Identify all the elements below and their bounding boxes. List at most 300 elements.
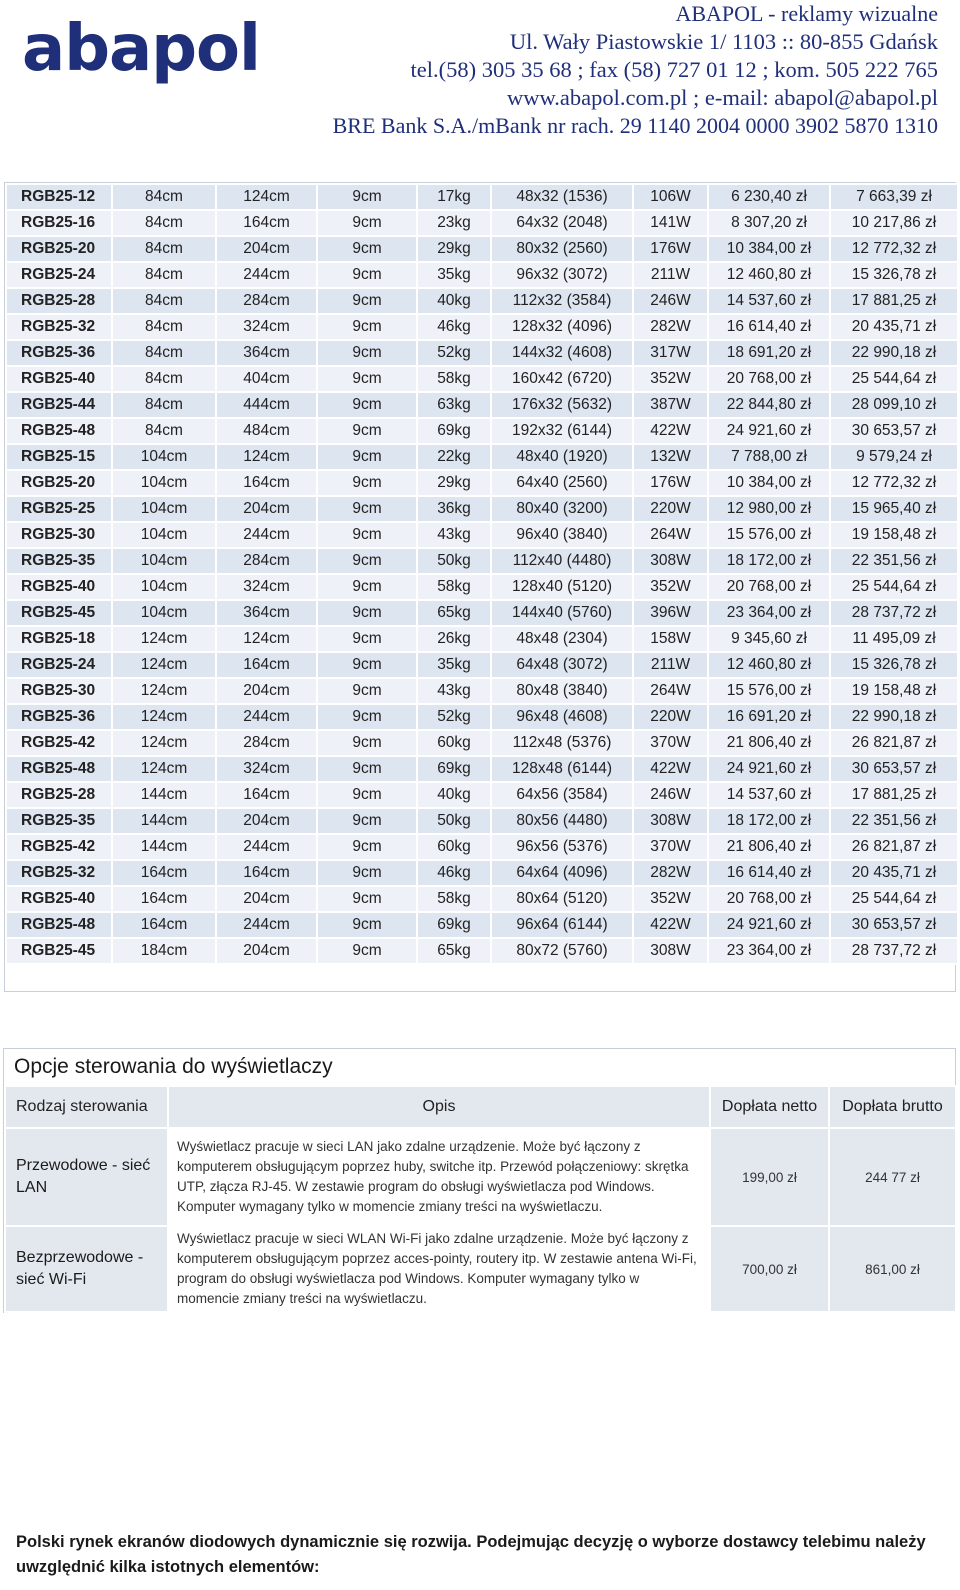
cell-price-gross: 19 158,48 zł bbox=[830, 678, 958, 704]
cell-width: 324cm bbox=[216, 756, 317, 782]
cell-price-gross: 28 099,10 zł bbox=[830, 392, 958, 418]
option-net-lan: 199,00 zł bbox=[710, 1128, 829, 1226]
cell-price-net: 18 691,20 zł bbox=[708, 340, 830, 366]
cell-model: RGB25-45 bbox=[6, 938, 112, 964]
cell-power: 308W bbox=[633, 808, 708, 834]
cell-weight: 46kg bbox=[417, 860, 491, 886]
cell-weight: 35kg bbox=[417, 262, 491, 288]
cell-price-gross: 30 653,57 zł bbox=[830, 912, 958, 938]
cell-model: RGB25-35 bbox=[6, 808, 112, 834]
table-row bbox=[6, 652, 958, 678]
table-row bbox=[6, 522, 958, 548]
cell-width: 204cm bbox=[216, 808, 317, 834]
cell-resolution: 112x40 (4480) bbox=[491, 548, 633, 574]
cell-depth: 9cm bbox=[317, 600, 417, 626]
cell-height: 144cm bbox=[112, 782, 216, 808]
cell-height: 124cm bbox=[112, 704, 216, 730]
cell-price-net: 20 768,00 zł bbox=[708, 574, 830, 600]
table-row bbox=[6, 314, 958, 340]
cell-width: 204cm bbox=[216, 236, 317, 262]
cell-power: 132W bbox=[633, 444, 708, 470]
cell-width: 284cm bbox=[216, 730, 317, 756]
cell-height: 84cm bbox=[112, 340, 216, 366]
logo-wordmark: abapol bbox=[22, 18, 260, 86]
cell-height: 104cm bbox=[112, 574, 216, 600]
cell-price-gross: 26 821,87 zł bbox=[830, 730, 958, 756]
option-gross-lan: 244 77 zł bbox=[829, 1128, 956, 1226]
cell-power: 308W bbox=[633, 938, 708, 964]
cell-price-gross: 15 326,78 zł bbox=[830, 652, 958, 678]
cell-price-net: 24 921,60 zł bbox=[708, 418, 830, 444]
cell-model: RGB25-40 bbox=[6, 366, 112, 392]
cell-model: RGB25-24 bbox=[6, 652, 112, 678]
cell-resolution: 64x32 (2048) bbox=[491, 210, 633, 236]
table-row bbox=[6, 366, 958, 392]
products-table-body bbox=[6, 184, 958, 964]
cell-resolution: 64x40 (2560) bbox=[491, 470, 633, 496]
cell-height: 84cm bbox=[112, 392, 216, 418]
cell-price-net: 23 364,00 zł bbox=[708, 938, 830, 964]
cell-width: 484cm bbox=[216, 418, 317, 444]
cell-weight: 40kg bbox=[417, 288, 491, 314]
cell-depth: 9cm bbox=[317, 366, 417, 392]
page-header bbox=[0, 0, 960, 150]
cell-power: 141W bbox=[633, 210, 708, 236]
cell-height: 164cm bbox=[112, 886, 216, 912]
cell-price-gross: 20 435,71 zł bbox=[830, 314, 958, 340]
cell-height: 104cm bbox=[112, 470, 216, 496]
cell-width: 204cm bbox=[216, 678, 317, 704]
table-row bbox=[6, 860, 958, 886]
cell-weight: 46kg bbox=[417, 314, 491, 340]
cell-width: 244cm bbox=[216, 262, 317, 288]
cell-model: RGB25-12 bbox=[6, 184, 112, 210]
cell-width: 324cm bbox=[216, 574, 317, 600]
cell-power: 352W bbox=[633, 886, 708, 912]
cell-depth: 9cm bbox=[317, 444, 417, 470]
cell-width: 244cm bbox=[216, 522, 317, 548]
cell-model: RGB25-48 bbox=[6, 418, 112, 444]
cell-price-net: 15 576,00 zł bbox=[708, 678, 830, 704]
cell-depth: 9cm bbox=[317, 496, 417, 522]
products-table bbox=[5, 183, 959, 965]
cell-price-gross: 17 881,25 zł bbox=[830, 782, 958, 808]
cell-model: RGB25-20 bbox=[6, 470, 112, 496]
cell-price-gross: 9 579,24 zł bbox=[830, 444, 958, 470]
cell-depth: 9cm bbox=[317, 184, 417, 210]
table-row bbox=[6, 938, 958, 964]
cell-weight: 60kg bbox=[417, 834, 491, 860]
table-row bbox=[6, 210, 958, 236]
company-phones: tel.(58) 305 35 68 ; fax (58) 727 01 12 ; kom. 505 222 765 bbox=[410, 57, 938, 82]
cell-weight: 22kg bbox=[417, 444, 491, 470]
cell-width: 444cm bbox=[216, 392, 317, 418]
table-row bbox=[6, 392, 958, 418]
cell-height: 104cm bbox=[112, 496, 216, 522]
cell-depth: 9cm bbox=[317, 470, 417, 496]
cell-price-net: 12 460,80 zł bbox=[708, 652, 830, 678]
cell-width: 244cm bbox=[216, 912, 317, 938]
cell-price-net: 16 614,40 zł bbox=[708, 860, 830, 886]
cell-resolution: 176x32 (5632) bbox=[491, 392, 633, 418]
cell-weight: 23kg bbox=[417, 210, 491, 236]
cell-power: 317W bbox=[633, 340, 708, 366]
cell-weight: 40kg bbox=[417, 782, 491, 808]
cell-depth: 9cm bbox=[317, 704, 417, 730]
cell-depth: 9cm bbox=[317, 730, 417, 756]
table-row bbox=[6, 340, 958, 366]
cell-price-net: 7 788,00 zł bbox=[708, 444, 830, 470]
cell-price-gross: 22 990,18 zł bbox=[830, 340, 958, 366]
table-row bbox=[6, 808, 958, 834]
option-desc-lan: Wyświetlacz pracuje w sieci LAN jako zdalne urządzenie. Może być łączony z komputerem obsługującym poprzez huby, switche itp. Przewód połączeniowy: skrętka UTP, złącza RJ-45. W zestawie program do obsługi wyświetlacza pod Windows. Komputer wymagany tylko w momencie zmiany treści na wyświetlaczu. bbox=[168, 1128, 710, 1226]
option-net-wifi: 700,00 zł bbox=[710, 1226, 829, 1312]
table-row bbox=[6, 600, 958, 626]
cell-model: RGB25-40 bbox=[6, 886, 112, 912]
header-description: Opis bbox=[168, 1086, 710, 1128]
option-gross-wifi: 861,00 zł bbox=[829, 1226, 956, 1312]
option-row-wifi bbox=[5, 1226, 956, 1312]
cell-weight: 52kg bbox=[417, 704, 491, 730]
cell-weight: 35kg bbox=[417, 652, 491, 678]
cell-resolution: 48x32 (1536) bbox=[491, 184, 633, 210]
cell-height: 184cm bbox=[112, 938, 216, 964]
table-row bbox=[6, 496, 958, 522]
cell-depth: 9cm bbox=[317, 756, 417, 782]
cell-price-net: 18 172,00 zł bbox=[708, 808, 830, 834]
cell-depth: 9cm bbox=[317, 340, 417, 366]
cell-model: RGB25-20 bbox=[6, 236, 112, 262]
cell-width: 284cm bbox=[216, 288, 317, 314]
cell-height: 84cm bbox=[112, 210, 216, 236]
cell-width: 124cm bbox=[216, 444, 317, 470]
table-row bbox=[6, 704, 958, 730]
cell-model: RGB25-16 bbox=[6, 210, 112, 236]
control-options-section bbox=[3, 1048, 956, 1313]
cell-resolution: 80x48 (3840) bbox=[491, 678, 633, 704]
cell-price-net: 14 537,60 zł bbox=[708, 782, 830, 808]
cell-price-gross: 7 663,39 zł bbox=[830, 184, 958, 210]
cell-model: RGB25-28 bbox=[6, 288, 112, 314]
cell-price-net: 21 806,40 zł bbox=[708, 834, 830, 860]
cell-power: 370W bbox=[633, 834, 708, 860]
cell-weight: 26kg bbox=[417, 626, 491, 652]
cell-resolution: 80x40 (3200) bbox=[491, 496, 633, 522]
table-row bbox=[6, 236, 958, 262]
cell-height: 84cm bbox=[112, 288, 216, 314]
cell-price-gross: 10 217,86 zł bbox=[830, 210, 958, 236]
cell-power: 422W bbox=[633, 418, 708, 444]
cell-price-net: 24 921,60 zł bbox=[708, 756, 830, 782]
table-row bbox=[6, 678, 958, 704]
cell-price-gross: 12 772,32 zł bbox=[830, 236, 958, 262]
option-row-lan bbox=[5, 1128, 956, 1226]
cell-weight: 29kg bbox=[417, 470, 491, 496]
cell-depth: 9cm bbox=[317, 938, 417, 964]
cell-height: 124cm bbox=[112, 626, 216, 652]
cell-resolution: 80x64 (5120) bbox=[491, 886, 633, 912]
cell-weight: 58kg bbox=[417, 366, 491, 392]
cell-model: RGB25-28 bbox=[6, 782, 112, 808]
cell-power: 352W bbox=[633, 366, 708, 392]
cell-resolution: 96x56 (5376) bbox=[491, 834, 633, 860]
cell-resolution: 80x72 (5760) bbox=[491, 938, 633, 964]
table-row bbox=[6, 418, 958, 444]
cell-model: RGB25-30 bbox=[6, 678, 112, 704]
cell-price-gross: 28 737,72 zł bbox=[830, 938, 958, 964]
cell-height: 104cm bbox=[112, 548, 216, 574]
cell-model: RGB25-42 bbox=[6, 834, 112, 860]
cell-depth: 9cm bbox=[317, 782, 417, 808]
cell-power: 106W bbox=[633, 184, 708, 210]
table-row bbox=[6, 834, 958, 860]
cell-power: 246W bbox=[633, 288, 708, 314]
table-row bbox=[6, 730, 958, 756]
option-type-wifi: Bezprzewodowe - sieć Wi-Fi bbox=[5, 1226, 168, 1312]
cell-width: 324cm bbox=[216, 314, 317, 340]
cell-power: 158W bbox=[633, 626, 708, 652]
cell-model: RGB25-18 bbox=[6, 626, 112, 652]
cell-width: 364cm bbox=[216, 340, 317, 366]
cell-model: RGB25-48 bbox=[6, 912, 112, 938]
cell-model: RGB25-45 bbox=[6, 600, 112, 626]
cell-depth: 9cm bbox=[317, 652, 417, 678]
header-net-surcharge: Dopłata netto bbox=[710, 1086, 829, 1128]
cell-model: RGB25-25 bbox=[6, 496, 112, 522]
company-address: Ul. Wały Piastowskie 1/ 1103 :: 80-855 Gdańsk bbox=[509, 29, 938, 54]
cell-weight: 36kg bbox=[417, 496, 491, 522]
cell-depth: 9cm bbox=[317, 834, 417, 860]
cell-price-net: 24 921,60 zł bbox=[708, 912, 830, 938]
cell-resolution: 80x32 (2560) bbox=[491, 236, 633, 262]
cell-model: RGB25-30 bbox=[6, 522, 112, 548]
contact-block bbox=[238, 0, 938, 140]
cell-width: 164cm bbox=[216, 860, 317, 886]
cell-price-net: 14 537,60 zł bbox=[708, 288, 830, 314]
cell-price-net: 12 980,00 zł bbox=[708, 496, 830, 522]
cell-price-net: 12 460,80 zł bbox=[708, 262, 830, 288]
cell-depth: 9cm bbox=[317, 392, 417, 418]
cell-price-gross: 25 544,64 zł bbox=[830, 366, 958, 392]
cell-model: RGB25-44 bbox=[6, 392, 112, 418]
cell-depth: 9cm bbox=[317, 886, 417, 912]
products-table-container bbox=[4, 182, 956, 992]
cell-weight: 65kg bbox=[417, 600, 491, 626]
cell-weight: 52kg bbox=[417, 340, 491, 366]
cell-price-gross: 12 772,32 zł bbox=[830, 470, 958, 496]
cell-price-net: 20 768,00 zł bbox=[708, 366, 830, 392]
table-row bbox=[6, 444, 958, 470]
cell-width: 284cm bbox=[216, 548, 317, 574]
cell-power: 308W bbox=[633, 548, 708, 574]
cell-resolution: 64x64 (4096) bbox=[491, 860, 633, 886]
cell-depth: 9cm bbox=[317, 262, 417, 288]
cell-height: 84cm bbox=[112, 262, 216, 288]
cell-width: 124cm bbox=[216, 626, 317, 652]
cell-weight: 69kg bbox=[417, 756, 491, 782]
table-row bbox=[6, 626, 958, 652]
cell-width: 204cm bbox=[216, 938, 317, 964]
option-type-lan: Przewodowe - sieć LAN bbox=[5, 1128, 168, 1226]
cell-price-net: 6 230,40 zł bbox=[708, 184, 830, 210]
cell-resolution: 128x48 (6144) bbox=[491, 756, 633, 782]
cell-weight: 69kg bbox=[417, 418, 491, 444]
cell-width: 204cm bbox=[216, 886, 317, 912]
cell-power: 211W bbox=[633, 652, 708, 678]
cell-price-gross: 15 326,78 zł bbox=[830, 262, 958, 288]
cell-price-gross: 25 544,64 zł bbox=[830, 886, 958, 912]
cell-price-net: 21 806,40 zł bbox=[708, 730, 830, 756]
cell-weight: 29kg bbox=[417, 236, 491, 262]
cell-weight: 63kg bbox=[417, 392, 491, 418]
cell-price-net: 10 384,00 zł bbox=[708, 470, 830, 496]
cell-price-net: 16 614,40 zł bbox=[708, 314, 830, 340]
cell-height: 84cm bbox=[112, 418, 216, 444]
table-row bbox=[6, 262, 958, 288]
cell-depth: 9cm bbox=[317, 808, 417, 834]
table-row bbox=[6, 288, 958, 314]
cell-model: RGB25-40 bbox=[6, 574, 112, 600]
cell-price-net: 15 576,00 zł bbox=[708, 522, 830, 548]
cell-depth: 9cm bbox=[317, 210, 417, 236]
cell-price-net: 10 384,00 zł bbox=[708, 236, 830, 262]
cell-price-gross: 28 737,72 zł bbox=[830, 600, 958, 626]
cell-price-net: 16 691,20 zł bbox=[708, 704, 830, 730]
cell-power: 370W bbox=[633, 730, 708, 756]
company-web-email: www.abapol.com.pl ; e-mail: abapol@abapol.pl bbox=[506, 85, 938, 110]
cell-weight: 43kg bbox=[417, 522, 491, 548]
cell-depth: 9cm bbox=[317, 574, 417, 600]
company-name: ABAPOL - reklamy wizualne bbox=[675, 1, 938, 26]
company-bank-account: BRE Bank S.A./mBank nr rach. 29 1140 2004 0000 3902 5870 1310 bbox=[332, 113, 938, 138]
cell-resolution: 96x32 (3072) bbox=[491, 262, 633, 288]
table-row bbox=[6, 912, 958, 938]
cell-price-net: 18 172,00 zł bbox=[708, 548, 830, 574]
cell-price-net: 20 768,00 zł bbox=[708, 886, 830, 912]
cell-height: 84cm bbox=[112, 366, 216, 392]
cell-depth: 9cm bbox=[317, 314, 417, 340]
cell-height: 84cm bbox=[112, 184, 216, 210]
cell-power: 352W bbox=[633, 574, 708, 600]
cell-price-gross: 22 990,18 zł bbox=[830, 704, 958, 730]
cell-model: RGB25-32 bbox=[6, 860, 112, 886]
cell-model: RGB25-35 bbox=[6, 548, 112, 574]
table-row bbox=[6, 886, 958, 912]
table-row bbox=[6, 548, 958, 574]
table-row bbox=[6, 184, 958, 210]
header-gross-surcharge: Dopłata brutto bbox=[829, 1086, 956, 1128]
cell-weight: 69kg bbox=[417, 912, 491, 938]
cell-resolution: 96x40 (3840) bbox=[491, 522, 633, 548]
options-header-row bbox=[5, 1086, 956, 1128]
cell-resolution: 128x32 (4096) bbox=[491, 314, 633, 340]
cell-depth: 9cm bbox=[317, 418, 417, 444]
cell-resolution: 144x40 (5760) bbox=[491, 600, 633, 626]
cell-height: 164cm bbox=[112, 860, 216, 886]
cell-height: 124cm bbox=[112, 678, 216, 704]
cell-depth: 9cm bbox=[317, 522, 417, 548]
control-options-table bbox=[4, 1085, 957, 1313]
cell-resolution: 192x32 (6144) bbox=[491, 418, 633, 444]
cell-resolution: 80x56 (4480) bbox=[491, 808, 633, 834]
cell-width: 164cm bbox=[216, 652, 317, 678]
cell-price-gross: 25 544,64 zł bbox=[830, 574, 958, 600]
cell-depth: 9cm bbox=[317, 548, 417, 574]
cell-height: 104cm bbox=[112, 600, 216, 626]
cell-power: 422W bbox=[633, 756, 708, 782]
cell-weight: 60kg bbox=[417, 730, 491, 756]
cell-weight: 65kg bbox=[417, 938, 491, 964]
cell-width: 244cm bbox=[216, 704, 317, 730]
cell-resolution: 144x32 (4608) bbox=[491, 340, 633, 366]
cell-weight: 50kg bbox=[417, 548, 491, 574]
cell-weight: 50kg bbox=[417, 808, 491, 834]
cell-weight: 17kg bbox=[417, 184, 491, 210]
table-row bbox=[6, 782, 958, 808]
cell-height: 124cm bbox=[112, 730, 216, 756]
options-title: Opcje sterowania do wyświetlaczy bbox=[14, 1055, 333, 1078]
cell-resolution: 96x64 (6144) bbox=[491, 912, 633, 938]
cell-height: 104cm bbox=[112, 444, 216, 470]
cell-price-gross: 15 965,40 zł bbox=[830, 496, 958, 522]
cell-power: 282W bbox=[633, 860, 708, 886]
table-row bbox=[6, 574, 958, 600]
cell-power: 176W bbox=[633, 470, 708, 496]
cell-weight: 58kg bbox=[417, 886, 491, 912]
cell-width: 164cm bbox=[216, 210, 317, 236]
cell-power: 387W bbox=[633, 392, 708, 418]
cell-power: 176W bbox=[633, 236, 708, 262]
cell-price-gross: 30 653,57 zł bbox=[830, 756, 958, 782]
cell-model: RGB25-36 bbox=[6, 340, 112, 366]
cell-price-gross: 20 435,71 zł bbox=[830, 860, 958, 886]
cell-price-net: 8 307,20 zł bbox=[708, 210, 830, 236]
cell-width: 124cm bbox=[216, 184, 317, 210]
cell-power: 211W bbox=[633, 262, 708, 288]
cell-power: 264W bbox=[633, 678, 708, 704]
cell-model: RGB25-15 bbox=[6, 444, 112, 470]
cell-price-gross: 11 495,09 zł bbox=[830, 626, 958, 652]
cell-model: RGB25-32 bbox=[6, 314, 112, 340]
cell-model: RGB25-24 bbox=[6, 262, 112, 288]
cell-power: 264W bbox=[633, 522, 708, 548]
cell-model: RGB25-48 bbox=[6, 756, 112, 782]
cell-power: 422W bbox=[633, 912, 708, 938]
cell-weight: 43kg bbox=[417, 678, 491, 704]
cell-price-net: 9 345,60 zł bbox=[708, 626, 830, 652]
cell-width: 244cm bbox=[216, 834, 317, 860]
cell-depth: 9cm bbox=[317, 288, 417, 314]
option-desc-wifi: Wyświetlacz pracuje w sieci WLAN Wi-Fi jako zdalne urządzenie. Może być łączony z komputerem obsługującym poprzez acces-pointy, routery itp. W zestawie antena Wi-Fi, program do obsługi wyświetlacza pod Windows. Komputer wymagany tylko w momencie zmiany treści na wyświetlaczu. bbox=[168, 1226, 710, 1312]
cell-power: 396W bbox=[633, 600, 708, 626]
cell-resolution: 48x48 (2304) bbox=[491, 626, 633, 652]
cell-height: 144cm bbox=[112, 808, 216, 834]
cell-depth: 9cm bbox=[317, 236, 417, 262]
cell-height: 124cm bbox=[112, 756, 216, 782]
cell-model: RGB25-42 bbox=[6, 730, 112, 756]
cell-price-gross: 30 653,57 zł bbox=[830, 418, 958, 444]
table-row bbox=[6, 470, 958, 496]
cell-depth: 9cm bbox=[317, 860, 417, 886]
cell-width: 404cm bbox=[216, 366, 317, 392]
cell-width: 164cm bbox=[216, 470, 317, 496]
cell-height: 84cm bbox=[112, 236, 216, 262]
cell-power: 282W bbox=[633, 314, 708, 340]
cell-depth: 9cm bbox=[317, 678, 417, 704]
table-row bbox=[6, 756, 958, 782]
cell-resolution: 128x40 (5120) bbox=[491, 574, 633, 600]
cell-power: 246W bbox=[633, 782, 708, 808]
